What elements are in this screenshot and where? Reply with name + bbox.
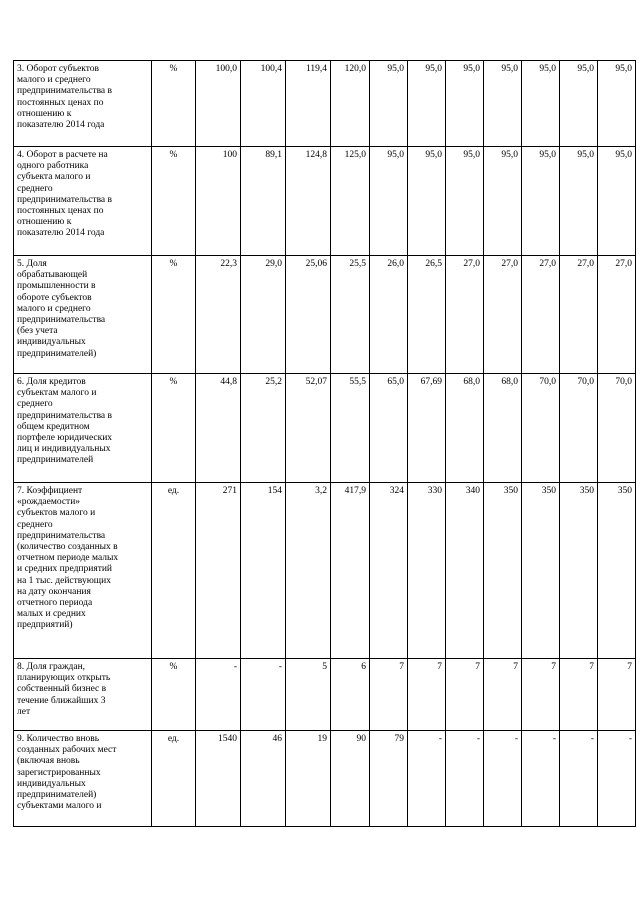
- indicator-name: [14, 483, 152, 659]
- value-cell: -: [484, 731, 522, 827]
- value-cell: 26,0: [370, 256, 408, 374]
- value-cell: -: [446, 731, 484, 827]
- table-row: [14, 483, 636, 659]
- indicator-name-line: «рождаемости»: [17, 497, 81, 508]
- indicator-name-line: 7. Коэффициент: [17, 486, 83, 496]
- indicator-name-line: на 1 тыс. действующих: [17, 575, 111, 586]
- value-cell: -: [560, 731, 598, 827]
- indicator-name-line: 4. Оборот в расчете на: [17, 150, 108, 160]
- value-cell: 70,0: [560, 374, 598, 483]
- indicator-name-line: собственный бизнес в: [17, 684, 107, 695]
- table-body: [14, 61, 636, 827]
- indicator-name-line: 9. Количество вновь: [17, 734, 100, 744]
- value-cell: 7: [560, 659, 598, 731]
- value-cell: 95,0: [560, 61, 598, 147]
- indicator-name-line: постоянных ценах по: [17, 206, 104, 217]
- value-cell: 95,0: [522, 147, 560, 256]
- indicator-name-line: течение ближайших 3: [17, 695, 106, 706]
- value-cell: 119,4: [286, 61, 331, 147]
- value-cell: 340: [446, 483, 484, 659]
- indicator-name-line: предпринимательства в: [17, 86, 113, 97]
- indicator-name-line: лет: [17, 706, 31, 717]
- value-cell: 6: [331, 659, 370, 731]
- value-cell: 3,2: [286, 483, 331, 659]
- indicator-name-line: отношению к: [17, 217, 72, 228]
- value-cell: 65,0: [370, 374, 408, 483]
- value-cell: 70,0: [598, 374, 636, 483]
- value-cell: 95,0: [598, 61, 636, 147]
- indicator-name-line: постоянных ценах по: [17, 97, 104, 108]
- value-cell: 90: [331, 731, 370, 827]
- value-cell: 44,8: [196, 374, 241, 483]
- value-cell: -: [196, 659, 241, 731]
- value-cell: 29,0: [241, 256, 286, 374]
- indicator-name: [14, 659, 152, 731]
- value-cell: 27,0: [522, 256, 560, 374]
- indicator-name-line: обороте субъектов: [17, 292, 92, 303]
- value-cell: 22,3: [196, 256, 241, 374]
- value-cell: 52,07: [286, 374, 331, 483]
- value-cell: 26,5: [408, 256, 446, 374]
- value-cell: 350: [522, 483, 560, 659]
- value-cell: 7: [484, 659, 522, 731]
- indicator-name: [14, 61, 152, 147]
- value-cell: 68,0: [446, 374, 484, 483]
- indicator-name-line: лиц и индивидуальных: [17, 444, 111, 455]
- indicator-name-line: отчетном периоде малых: [17, 553, 119, 564]
- table-row: [14, 61, 636, 147]
- unit-cell: %: [152, 659, 196, 731]
- value-cell: 95,0: [408, 61, 446, 147]
- indicator-name-line: предпринимательства: [17, 315, 106, 326]
- value-cell: 25,5: [331, 256, 370, 374]
- value-cell: 271: [196, 483, 241, 659]
- indicator-name-line: среднего: [17, 183, 53, 194]
- value-cell: 120,0: [331, 61, 370, 147]
- value-cell: 350: [598, 483, 636, 659]
- value-cell: -: [241, 659, 286, 731]
- value-cell: 89,1: [241, 147, 286, 256]
- unit-cell: %: [152, 61, 196, 147]
- indicator-name: [14, 374, 152, 483]
- value-cell: 95,0: [446, 61, 484, 147]
- value-cell: 27,0: [446, 256, 484, 374]
- indicator-name-line: 5. Доля: [17, 259, 47, 269]
- indicator-name: [14, 256, 152, 374]
- indicator-name-line: предпринимательства в: [17, 194, 113, 205]
- table-row: [14, 659, 636, 731]
- unit-cell: ед.: [152, 731, 196, 827]
- value-cell: 7: [598, 659, 636, 731]
- value-cell: -: [522, 731, 560, 827]
- indicator-name-line: 8. Доля граждан,: [17, 662, 86, 672]
- indicator-name-line: одного работника: [17, 161, 89, 172]
- value-cell: 124,8: [286, 147, 331, 256]
- value-cell: 79: [370, 731, 408, 827]
- value-cell: 95,0: [598, 147, 636, 256]
- indicator-name-line: общем кредитном: [17, 421, 90, 432]
- value-cell: 95,0: [446, 147, 484, 256]
- value-cell: 95,0: [370, 147, 408, 256]
- indicator-name-line: индивидуальных: [17, 337, 86, 348]
- value-cell: 46: [241, 731, 286, 827]
- indicator-name-line: портфеле юридических: [17, 433, 113, 444]
- indicator-name-line: предпринимательства: [17, 530, 106, 541]
- indicator-name-line: (включая вновь: [17, 756, 80, 767]
- value-cell: 5: [286, 659, 331, 731]
- value-cell: 95,0: [560, 147, 598, 256]
- value-cell: 27,0: [484, 256, 522, 374]
- indicator-name-line: малых и средних: [17, 609, 86, 620]
- indicator-name: [14, 147, 152, 256]
- indicator-name-line: (без учета: [17, 326, 58, 337]
- table-row: [14, 731, 636, 827]
- value-cell: 7: [408, 659, 446, 731]
- indicator-name-line: 6. Доля кредитов: [17, 377, 86, 387]
- value-cell: 350: [484, 483, 522, 659]
- indicator-name-line: предпринимателей: [17, 455, 94, 466]
- value-cell: 25,2: [241, 374, 286, 483]
- indicator-name-line: на дату окончания: [17, 586, 91, 597]
- value-cell: 7: [370, 659, 408, 731]
- unit-cell: ед.: [152, 483, 196, 659]
- value-cell: 7: [446, 659, 484, 731]
- value-cell: 19: [286, 731, 331, 827]
- unit-cell: %: [152, 374, 196, 483]
- indicator-name-line: малого и среднего: [17, 75, 91, 86]
- indicators-table: [13, 60, 636, 827]
- value-cell: 1540: [196, 731, 241, 827]
- value-cell: 100,0: [196, 61, 241, 147]
- indicator-name-line: промышленности в: [17, 281, 96, 292]
- indicator-name-line: отношению к: [17, 108, 72, 119]
- indicator-name-line: среднего: [17, 519, 53, 530]
- table-row: [14, 374, 636, 483]
- value-cell: 70,0: [522, 374, 560, 483]
- value-cell: 125,0: [331, 147, 370, 256]
- indicator-name-line: обрабатывающей: [17, 270, 88, 281]
- value-cell: 68,0: [484, 374, 522, 483]
- value-cell: 27,0: [598, 256, 636, 374]
- indicator-name-line: предприятий): [17, 620, 73, 631]
- value-cell: 100: [196, 147, 241, 256]
- value-cell: -: [408, 731, 446, 827]
- indicator-name-line: отчетного периода: [17, 598, 93, 609]
- value-cell: 95,0: [484, 147, 522, 256]
- indicator-name-line: среднего: [17, 399, 53, 410]
- value-cell: 350: [560, 483, 598, 659]
- value-cell: 324: [370, 483, 408, 659]
- table-row: [14, 256, 636, 374]
- value-cell: -: [598, 731, 636, 827]
- value-cell: 27,0: [560, 256, 598, 374]
- value-cell: 417,9: [331, 483, 370, 659]
- value-cell: 95,0: [408, 147, 446, 256]
- value-cell: 95,0: [522, 61, 560, 147]
- indicator-name-line: предпринимательства в: [17, 410, 113, 421]
- indicator-name-line: 3. Оборот субъектов: [17, 64, 100, 74]
- value-cell: 95,0: [484, 61, 522, 147]
- value-cell: 95,0: [370, 61, 408, 147]
- indicator-name-line: субъектами малого и: [17, 801, 102, 812]
- indicator-name-line: созданных рабочих мест: [17, 745, 117, 756]
- unit-cell: %: [152, 256, 196, 374]
- value-cell: 100,4: [241, 61, 286, 147]
- indicator-name-line: планирующих открыть: [17, 673, 111, 684]
- indicator-name-line: предпринимателей): [17, 348, 97, 359]
- value-cell: 330: [408, 483, 446, 659]
- indicator-name-line: предпринимателей): [17, 790, 97, 801]
- table-row: [14, 147, 636, 256]
- indicator-name: [14, 731, 152, 827]
- indicator-name-line: показателю 2014 года: [17, 120, 105, 131]
- indicator-name-line: зарегистрированных: [17, 767, 101, 778]
- indicator-name-line: и средних предприятий: [17, 564, 113, 575]
- unit-cell: %: [152, 147, 196, 256]
- indicator-name-line: (количество созданных в: [17, 542, 118, 553]
- indicator-name-line: субъектов малого и: [17, 508, 96, 519]
- value-cell: 55,5: [331, 374, 370, 483]
- value-cell: 67,69: [408, 374, 446, 483]
- indicator-name-line: показателю 2014 года: [17, 228, 105, 239]
- indicator-name-line: индивидуальных: [17, 778, 86, 789]
- indicator-name-line: субъекта малого и: [17, 172, 91, 183]
- value-cell: 7: [522, 659, 560, 731]
- value-cell: 154: [241, 483, 286, 659]
- indicator-name-line: субъектам малого и: [17, 388, 97, 399]
- indicator-name-line: малого и среднего: [17, 303, 91, 314]
- value-cell: 25,06: [286, 256, 331, 374]
